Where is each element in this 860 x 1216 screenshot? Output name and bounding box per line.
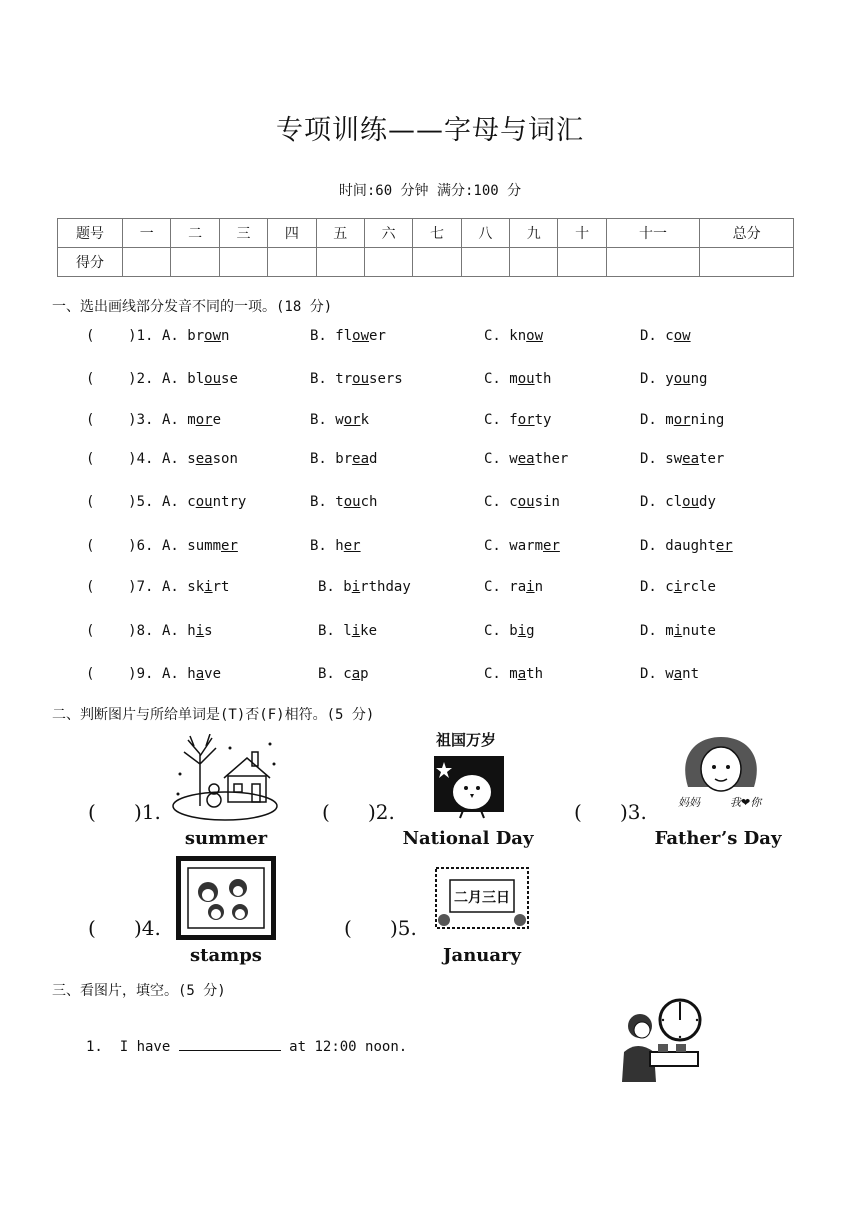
option-b	[310, 371, 403, 387]
word-part: ter	[699, 451, 725, 467]
score-cell[interactable]	[413, 248, 461, 277]
word-part: h	[187, 623, 196, 639]
question-number: 6	[136, 538, 146, 554]
underlined-part: i	[526, 579, 535, 595]
score-table-header-cell: 六	[364, 219, 412, 248]
option-c	[484, 412, 551, 428]
question-3-prefix[interactable]: ( )3.	[86, 412, 154, 428]
word-part: ning	[690, 412, 725, 428]
score-cell[interactable]	[316, 248, 364, 277]
date-card-text: 二月三日	[454, 890, 510, 906]
underlined-part: ou	[517, 371, 535, 387]
question-7-prefix[interactable]: ( )7.	[86, 579, 154, 595]
underlined-part: i	[517, 623, 527, 639]
answer-bracket-5[interactable]: ( )5.	[344, 916, 417, 940]
word-part: g	[526, 623, 535, 639]
word-part: s	[187, 451, 196, 467]
option-letter: D.	[640, 579, 657, 595]
word-part: h	[335, 538, 344, 554]
option-letter: D.	[640, 538, 657, 554]
word-part: c	[343, 666, 352, 682]
option-letter: B.	[310, 451, 327, 467]
section2-heading: 二、判断图片与所给单词是(T)否(F)相符。(5 分)	[52, 707, 375, 723]
answer-bracket-1[interactable]: ( )1.	[88, 800, 161, 824]
option-b	[310, 328, 386, 344]
word-part: c	[187, 494, 196, 510]
option-letter: A.	[162, 451, 179, 467]
option-letter: D.	[640, 666, 657, 682]
word-part: b	[509, 623, 518, 639]
underlined-part: i	[351, 579, 361, 595]
option-a	[162, 579, 229, 595]
option-d	[640, 538, 733, 554]
score-cell[interactable]	[558, 248, 606, 277]
answer-blank[interactable]	[179, 1036, 281, 1051]
section3-heading: 三、看图片，填空。(5 分)	[52, 983, 226, 999]
flag-chick-picture	[428, 752, 510, 822]
word-part: th	[526, 666, 544, 682]
underlined-part: a	[195, 666, 205, 682]
score-table-header-cell: 十一	[606, 219, 700, 248]
word-part: dy	[699, 494, 716, 510]
word-part: cl	[665, 494, 683, 510]
question-number: 5	[136, 494, 146, 510]
item-number: 2.	[375, 800, 395, 824]
question-number: 7	[136, 579, 146, 595]
underlined-part: er	[343, 538, 361, 554]
national-day-picture-caption: 祖国万岁	[436, 731, 497, 749]
word-part: ther	[534, 451, 569, 467]
score-cell[interactable]	[461, 248, 509, 277]
item-number: 5.	[397, 916, 417, 940]
option-c	[484, 538, 560, 554]
option-b	[318, 666, 369, 682]
score-cell[interactable]	[171, 248, 219, 277]
question-number: 4	[136, 451, 146, 467]
underlined-part: or	[517, 412, 535, 428]
underlined-part: er	[715, 538, 733, 554]
word-part: son	[212, 451, 238, 467]
underlined-part: i	[673, 579, 683, 595]
word-part: sers	[369, 371, 403, 387]
word-part: c	[509, 494, 518, 510]
word-part: w	[335, 412, 344, 428]
option-d	[640, 371, 707, 387]
option-b	[310, 412, 369, 428]
option-letter: C.	[484, 666, 501, 682]
word-part: ra	[509, 579, 527, 595]
score-cell[interactable]	[700, 248, 794, 277]
score-table-header-cell: 二	[171, 219, 219, 248]
word-part: ke	[360, 623, 378, 639]
option-letter: B.	[310, 538, 327, 554]
word-part: warm	[509, 538, 544, 554]
word-part: sk	[187, 579, 205, 595]
word-part: k	[360, 412, 370, 428]
word-part: p	[360, 666, 369, 682]
option-c	[484, 579, 543, 595]
underlined-part: ou	[517, 494, 535, 510]
option-d	[640, 494, 716, 510]
option-a	[162, 371, 238, 387]
word-part: br	[335, 451, 353, 467]
option-b	[318, 579, 411, 595]
option-letter: D.	[640, 328, 657, 344]
question-5-prefix[interactable]: ( )5.	[86, 494, 154, 510]
option-letter: C.	[484, 371, 501, 387]
exam-info: 时间:60 分钟 满分:100 分	[338, 183, 522, 199]
question-number: 1	[136, 328, 146, 344]
word-part: bl	[187, 371, 205, 387]
underlined-part: ea	[517, 451, 535, 467]
word-part: c	[665, 328, 674, 344]
option-letter: B.	[310, 494, 327, 510]
underlined-part: a	[673, 666, 683, 682]
option-c	[484, 371, 551, 387]
option-a	[162, 451, 238, 467]
word-part: h	[187, 666, 196, 682]
item-number: 1.	[141, 800, 161, 824]
word-part: d	[369, 451, 378, 467]
word-part: m	[187, 412, 196, 428]
word-part: summ	[187, 538, 222, 554]
question-9-prefix[interactable]: ( )9.	[86, 666, 154, 682]
option-letter: D.	[640, 412, 657, 428]
underlined-part: ou	[204, 371, 222, 387]
question-prefix: 1. I have	[86, 1039, 171, 1055]
mother-picture-text-left: 妈妈	[678, 796, 700, 809]
option-d	[640, 451, 724, 467]
score-table-header-cell: 总分	[700, 219, 794, 248]
word-part: rcle	[682, 579, 716, 595]
option-a	[162, 623, 213, 639]
word-part: w	[665, 666, 674, 682]
word-part: e	[212, 412, 222, 428]
word-part: n	[221, 328, 230, 344]
word-part: daught	[665, 538, 716, 554]
option-letter: A.	[162, 538, 179, 554]
underlined-part: ou	[343, 494, 361, 510]
word-part: nute	[682, 623, 716, 639]
underlined-part: i	[673, 623, 683, 639]
word-part: w	[509, 451, 518, 467]
underlined-part: ow	[352, 328, 370, 344]
option-c	[484, 666, 543, 682]
score-table-header-cell: 一	[123, 219, 171, 248]
score-cell[interactable]	[606, 248, 700, 277]
underlined-part: a	[351, 666, 361, 682]
option-letter: C.	[484, 538, 501, 554]
winter-house-picture	[170, 734, 280, 824]
family-photo-frame-picture	[176, 856, 276, 940]
answer-bracket-4[interactable]: ( )4.	[88, 916, 161, 940]
underlined-part: or	[195, 412, 213, 428]
option-letter: B.	[310, 371, 327, 387]
option-letter: B.	[310, 328, 327, 344]
question-4-prefix[interactable]: ( )4.	[86, 451, 154, 467]
option-letter: C.	[484, 579, 501, 595]
score-table-header-cell: 十	[558, 219, 606, 248]
picture-word-4: stamps	[190, 945, 262, 966]
option-letter: D.	[640, 623, 657, 639]
item-number: 4.	[141, 916, 161, 940]
page-title: 专项训练——字母与词汇	[276, 115, 584, 146]
option-c	[484, 451, 568, 467]
score-table	[57, 218, 794, 277]
question-suffix: at 12:00 noon.	[289, 1039, 408, 1055]
option-a	[162, 538, 238, 554]
word-part: y	[665, 371, 674, 387]
underlined-part: ea	[352, 451, 370, 467]
option-a	[162, 666, 221, 682]
word-part: ntry	[212, 494, 247, 510]
score-table-header-cell: 三	[219, 219, 267, 248]
option-b	[310, 538, 361, 554]
word-part: ng	[690, 371, 708, 387]
option-letter: D.	[640, 494, 657, 510]
underlined-part: ou	[673, 371, 691, 387]
option-letter: C.	[484, 412, 501, 428]
option-letter: A.	[162, 666, 179, 682]
score-cell[interactable]	[123, 248, 171, 277]
word-part: br	[187, 328, 205, 344]
word-part: b	[343, 579, 352, 595]
question-number: 3	[136, 412, 146, 428]
option-letter: D.	[640, 371, 657, 387]
word-part: kn	[509, 328, 527, 344]
option-letter: A.	[162, 623, 179, 639]
underlined-part: ou	[195, 494, 213, 510]
word-part: rt	[212, 579, 230, 595]
word-part: m	[509, 666, 518, 682]
underlined-part: or	[673, 412, 691, 428]
picture-word-2: National Day	[402, 828, 534, 849]
section3-question-1	[86, 1036, 407, 1055]
underlined-part: ou	[352, 371, 370, 387]
score-cell[interactable]	[510, 248, 558, 277]
underlined-part: ow	[673, 328, 691, 344]
word-part: fl	[335, 328, 353, 344]
underlined-part: er	[543, 538, 560, 554]
option-letter: A.	[162, 412, 179, 428]
question-6-prefix[interactable]: ( )6.	[86, 538, 154, 554]
score-cell[interactable]	[364, 248, 412, 277]
underlined-part: i	[195, 623, 205, 639]
question-number: 8	[136, 623, 146, 639]
word-part: ve	[204, 666, 222, 682]
question-number: 9	[136, 666, 146, 682]
word-part: ch	[360, 494, 378, 510]
word-part: s	[204, 623, 213, 639]
option-letter: B.	[318, 579, 335, 595]
underlined-part: ow	[204, 328, 222, 344]
option-letter: A.	[162, 328, 179, 344]
option-letter: B.	[318, 666, 335, 682]
option-d	[640, 623, 716, 639]
word-part: rthday	[360, 579, 411, 595]
word-part: m	[509, 371, 518, 387]
word-part: tr	[335, 371, 353, 387]
word-part: f	[509, 412, 518, 428]
option-letter: A.	[162, 579, 179, 595]
question-8-prefix[interactable]: ( )8.	[86, 623, 154, 639]
option-c	[484, 494, 560, 510]
underlined-part: ou	[682, 494, 700, 510]
score-table-header-cell: 八	[461, 219, 509, 248]
option-c	[484, 623, 535, 639]
mother-portrait-picture	[676, 735, 766, 799]
score-table-header-cell: 五	[316, 219, 364, 248]
option-letter: A.	[162, 371, 179, 387]
word-part: l	[343, 623, 352, 639]
answer-bracket-2[interactable]: ( )2.	[322, 800, 395, 824]
question-2-prefix[interactable]: ( )2.	[86, 371, 154, 387]
underlined-part: a	[517, 666, 527, 682]
picture-word-3: Father’s Day	[654, 828, 782, 849]
picture-word-1: summer	[184, 828, 268, 849]
underlined-part: ea	[195, 451, 213, 467]
option-b	[310, 494, 377, 510]
option-letter: B.	[318, 623, 335, 639]
underlined-part: i	[351, 623, 361, 639]
underlined-part: ea	[682, 451, 700, 467]
score-table-header-label: 题号	[58, 219, 123, 248]
answer-bracket-3[interactable]: ( )3.	[574, 800, 647, 824]
option-letter: C.	[484, 328, 501, 344]
option-d	[640, 579, 716, 595]
word-part: er	[369, 328, 386, 344]
score-table-header-cell: 四	[268, 219, 316, 248]
word-part: m	[665, 412, 674, 428]
score-table-header-cell: 九	[510, 219, 558, 248]
score-cell[interactable]	[219, 248, 267, 277]
underlined-part: i	[204, 579, 213, 595]
option-a	[162, 412, 221, 428]
option-b	[318, 623, 377, 639]
question-number: 2	[136, 371, 146, 387]
picture-word-5: January	[443, 945, 521, 966]
section1-heading: 一、选出画线部分发音不同的一项。(18 分)	[52, 299, 333, 315]
option-letter: C.	[484, 623, 501, 639]
question-1-prefix[interactable]: ( )1.	[86, 328, 154, 344]
option-d	[640, 666, 699, 682]
option-letter: A.	[162, 494, 179, 510]
option-d	[640, 412, 724, 428]
word-part: n	[534, 579, 544, 595]
option-b	[310, 451, 377, 467]
word-part: t	[335, 494, 344, 510]
item-number: 3.	[627, 800, 647, 824]
option-letter: C.	[484, 451, 501, 467]
option-c	[484, 328, 543, 344]
word-part: m	[665, 623, 674, 639]
word-part: sin	[534, 494, 560, 510]
score-table-header-cell: 七	[413, 219, 461, 248]
underlined-part: er	[221, 538, 238, 554]
option-d	[640, 328, 691, 344]
score-row-label: 得分	[58, 248, 123, 277]
word-part: c	[665, 579, 674, 595]
underlined-part: ow	[526, 328, 544, 344]
lunch-clock-picture	[614, 996, 704, 1084]
option-a	[162, 494, 246, 510]
score-cell[interactable]	[268, 248, 316, 277]
word-part: ty	[534, 412, 552, 428]
word-part: sw	[665, 451, 683, 467]
underlined-part: or	[343, 412, 361, 428]
word-part: se	[221, 371, 238, 387]
option-a	[162, 328, 229, 344]
word-part: nt	[682, 666, 700, 682]
option-letter: B.	[310, 412, 327, 428]
option-letter: C.	[484, 494, 501, 510]
word-part: th	[534, 371, 552, 387]
option-letter: D.	[640, 451, 657, 467]
mother-picture-text-right: 我❤你	[730, 796, 762, 809]
